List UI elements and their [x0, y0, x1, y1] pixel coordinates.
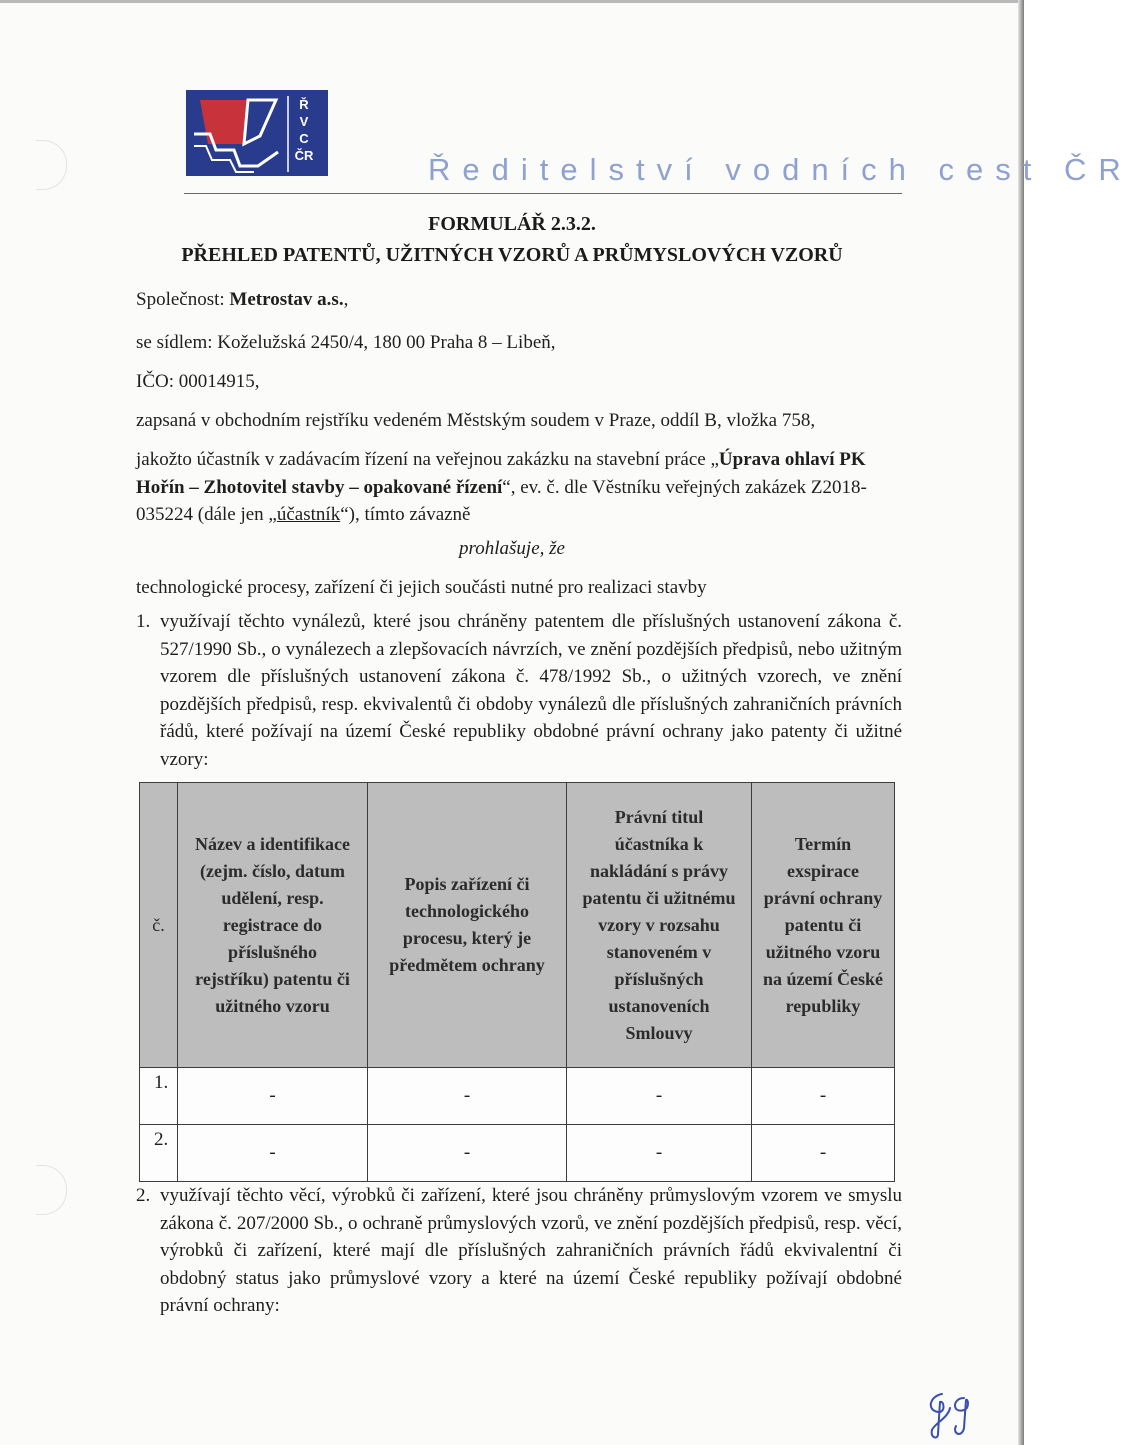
company-registry: zapsaná v obchodním rejstříku vedeném Městským soudem v Praze, oddíl B, vložka 758,	[136, 410, 816, 431]
handwritten-signature-icon	[920, 1388, 980, 1440]
company-label: Společnost:	[136, 289, 230, 310]
logo-letter: V	[299, 114, 309, 129]
table-header-row	[140, 783, 895, 1068]
punch-hole-mark	[36, 1165, 67, 1215]
list-item-number: 1.	[136, 611, 151, 632]
list-item	[136, 608, 902, 773]
table-row-number: 2.	[140, 1125, 178, 1182]
table-row-number: 1.	[140, 1068, 178, 1125]
table-cell: -	[752, 1125, 895, 1182]
logo-letters	[288, 96, 320, 164]
company-line	[136, 286, 902, 313]
table-header-cell: č.	[140, 783, 178, 1068]
list-item	[136, 1182, 902, 1320]
table-cell: -	[567, 1068, 752, 1125]
table-cell: -	[178, 1125, 368, 1182]
contract-name: Úprava ohlaví PK Hořín – Zhotovitel stavby – opakované řízení	[136, 449, 866, 498]
company-ico: IČO: 00014915,	[136, 371, 260, 392]
company-name-suffix: ,	[343, 289, 349, 310]
rvc-logo	[186, 90, 328, 176]
scan-top-edge	[0, 0, 1024, 3]
participant-short-name: účastník	[276, 504, 341, 525]
participant-text-1: jakožto účastník v zadávacím řízení na veřejnou zakázku na stavební práce „	[136, 449, 719, 470]
table-cell: -	[752, 1068, 895, 1125]
company-name: Metrostav a.s.	[229, 289, 344, 310]
company-seat: se sídlem: Koželužská 2450/4, 180 00 Praha 8 – Libeň,	[136, 332, 556, 353]
table-header-cell: Název a identifikace (zejm. číslo, datum udělení, resp. registrace do příslušného rejstříku) patentu či užitného vzoru	[178, 783, 368, 1068]
logo-letter: Ř	[299, 97, 309, 112]
form-subtitle: PŘEHLED PATENTŮ, UŽITNÝCH VZORŮ A PRŮMYSLOVÝCH VZORŮ	[181, 244, 843, 266]
punch-hole-mark	[36, 140, 67, 190]
table-cell: -	[178, 1068, 368, 1125]
handwritten-mark	[920, 1388, 980, 1445]
logo-letter: ČR	[294, 148, 314, 163]
list-item-number: 2.	[136, 1185, 151, 1206]
form-title: FORMULÁŘ 2.3.2.	[428, 213, 596, 235]
list-item-text: využívají těchto vynálezů, které jsou chráněny patentem dle příslušných ustanovení zákona č. 527/1990 Sb., o vynálezech a zlepšovacích návrzích, ve znění pozdějších předpisů, nebo užitným vzorem dle příslušných ustanovení zákona č. 478/1992 Sb., o užitných vzorech, ve znění pozdějších předpisů, resp. ekvivalentů či obdoby vynálezů dle příslušných zahraničních právních řádů, které požívají na území České republiky obdobné právní ochrany jako patenty či užitné vzory:	[160, 611, 902, 770]
table-cell: -	[368, 1068, 567, 1125]
declaration-heading: prohlašuje, že	[459, 538, 565, 559]
table-cell: -	[368, 1125, 567, 1182]
processes-intro: technologické procesy, zařízení či jejich součásti nutné pro realizaci stavby	[136, 577, 707, 598]
table-row	[140, 1068, 895, 1125]
table-cell: -	[567, 1125, 752, 1182]
participant-paragraph	[136, 446, 902, 529]
organization-name: Ředitelství vodních cest ČR	[428, 152, 1133, 187]
table-header-cell: Popis zařízení či technologického procesu, který je předmětem ochrany	[368, 783, 567, 1068]
list-item-text: využívají těchto věcí, výrobků či zařízení, které jsou chráněny průmyslovým vzorem ve smyslu zákona č. 207/2000 Sb., o ochraně průmyslových vzorů, ve znění pozdějších předpisů, resp. věcí, výrobků či zařízení, které mají dle příslušných zahraničních právních řádů ekvivalentní či obdobný status jako průmyslové vzory a které na území České republiky požívají obdobné právní ochrany:	[160, 1185, 902, 1316]
table-header-cell: Termín exspirace právní ochrany patentu či užitného vzoru na území České republiky	[752, 783, 895, 1068]
patents-table	[139, 782, 895, 1182]
participant-text-2: “, ev. č. dle Věstníku veřejných zakázek Z2018-035224 (dále jen „	[136, 476, 867, 525]
table-header-cell: Právní titul účastníka k nakládání s právy patentu či užitnému vzory v rozsahu stanoveném v příslušných ustanoveních Smlouvy	[567, 783, 752, 1068]
logo-letter: C	[299, 131, 309, 146]
participant-text-3: “), tímto závazně	[340, 504, 471, 525]
header-divider	[184, 193, 902, 194]
table-row	[140, 1125, 895, 1182]
